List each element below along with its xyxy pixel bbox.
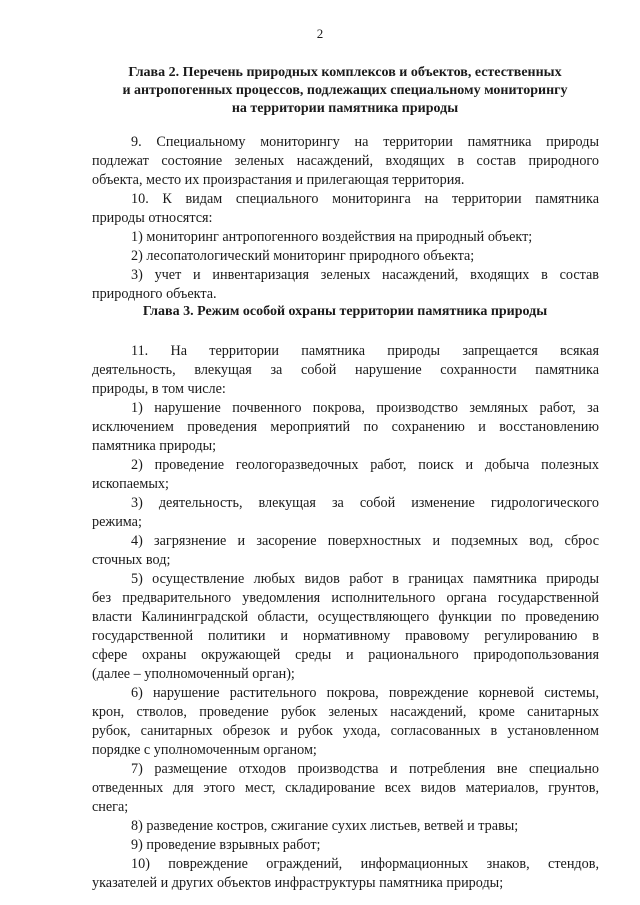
body-text-line: природы относятся: (92, 210, 213, 226)
body-text-line: государственной политики и нормативному правовому регулированию в (92, 628, 599, 644)
body-text-line: 9. Специальному мониторингу на территории памятника природы (131, 134, 599, 150)
body-text-line: природного объекта. (92, 286, 217, 302)
body-text-line: 4) загрязнение и засорение поверхностных и подземных вод, сброс (131, 533, 599, 549)
body-text-line: деятельность, влекущая за собой нарушение сохранности памятника (92, 362, 599, 378)
body-text-line: 1) нарушение почвенного покрова, производство земляных работ, за (131, 400, 599, 416)
body-text-line: 6) нарушение растительного покрова, повреждение корневой системы, (131, 685, 599, 701)
body-text-line: 10. К видам специального мониторинга на территории памятника (131, 191, 599, 207)
body-text-line: крон, стволов, проведение рубок зеленых насаждений, кроме санитарных (92, 704, 599, 720)
body-text-line: указателей и других объектов инфраструктуры памятника природы; (92, 875, 504, 891)
body-text-line: 10) повреждение ограждений, информационных знаков, стендов, (131, 856, 599, 872)
body-text-line: 11. На территории памятника природы запрещается всякая (131, 343, 599, 359)
body-text-line: 7) размещение отходов производства и потребления вне специально (131, 761, 599, 777)
body-text-line: природы, в том числе: (92, 381, 226, 397)
chapter-2-title-line: и антропогенных процессов, подлежащих специальному мониторингу (122, 83, 568, 98)
body-text-line: 2) проведение геологоразведочных работ, поиск и добыча полезных (131, 457, 599, 473)
body-text-line: 2) лесопатологический мониторинг природного объекта; (131, 248, 475, 264)
body-text-line: 3) учет и инвентаризация зеленых насаждений, входящих в состав (131, 267, 599, 283)
body-text-line: 5) осуществление любых видов работ в границах памятника природы (131, 571, 599, 587)
chapter-2-title-line: на территории памятника природы (231, 101, 459, 116)
body-text-line: подлежат состояние зеленых насаждений, входящих в состав природного (92, 153, 599, 169)
body-text-line: снега; (92, 799, 129, 815)
body-text-line: отведенных для этого мест, складирование всех видов материалов, грунтов, (92, 780, 599, 796)
chapter-3-title: Глава 3. Режим особой охраны территории памятника природы (142, 304, 548, 319)
body-text-line: без предварительного уведомления исполнительного органа государственной (92, 590, 599, 606)
body-text-line: 9) проведение взрывных работ; (131, 837, 321, 853)
body-text-line: сфере охраны окружающей среды и рационального природопользования (92, 647, 599, 663)
body-text-line: порядке с уполномоченным органом; (92, 742, 317, 758)
body-text-line: 3) деятельность, влекущая за собой изменение гидрологического (131, 495, 599, 511)
body-text-line: ископаемых; (92, 476, 169, 492)
body-text-line: власти Калининградской области, осуществляющего функции по проведению (92, 609, 599, 625)
chapter-2-title (90, 64, 600, 118)
body-text-line: объекта, место их произрастания и прилегающая территория. (92, 172, 465, 188)
body-text-line: рубок, санитарных обрезок и рубок ухода, согласованных в установленном (92, 723, 599, 739)
body-text-line: сточных вод; (92, 552, 171, 568)
body-text-line: 1) мониторинг антропогенного воздействия на природный объект; (131, 229, 533, 245)
body-text-line: 8) разведение костров, сжигание сухих листьев, ветвей и травы; (131, 818, 519, 834)
body-text-line: памятника природы; (92, 438, 217, 454)
page-number: 2 (316, 26, 324, 41)
body-text-line: режима; (92, 514, 142, 530)
body-text-line: (далее – уполномоченный орган); (92, 666, 295, 682)
body-text-line: исключением проведения мероприятий по сохранению и восстановлению (92, 419, 599, 435)
chapter-2-title-line: Глава 2. Перечень природных комплексов и объектов, естественных (128, 65, 562, 80)
